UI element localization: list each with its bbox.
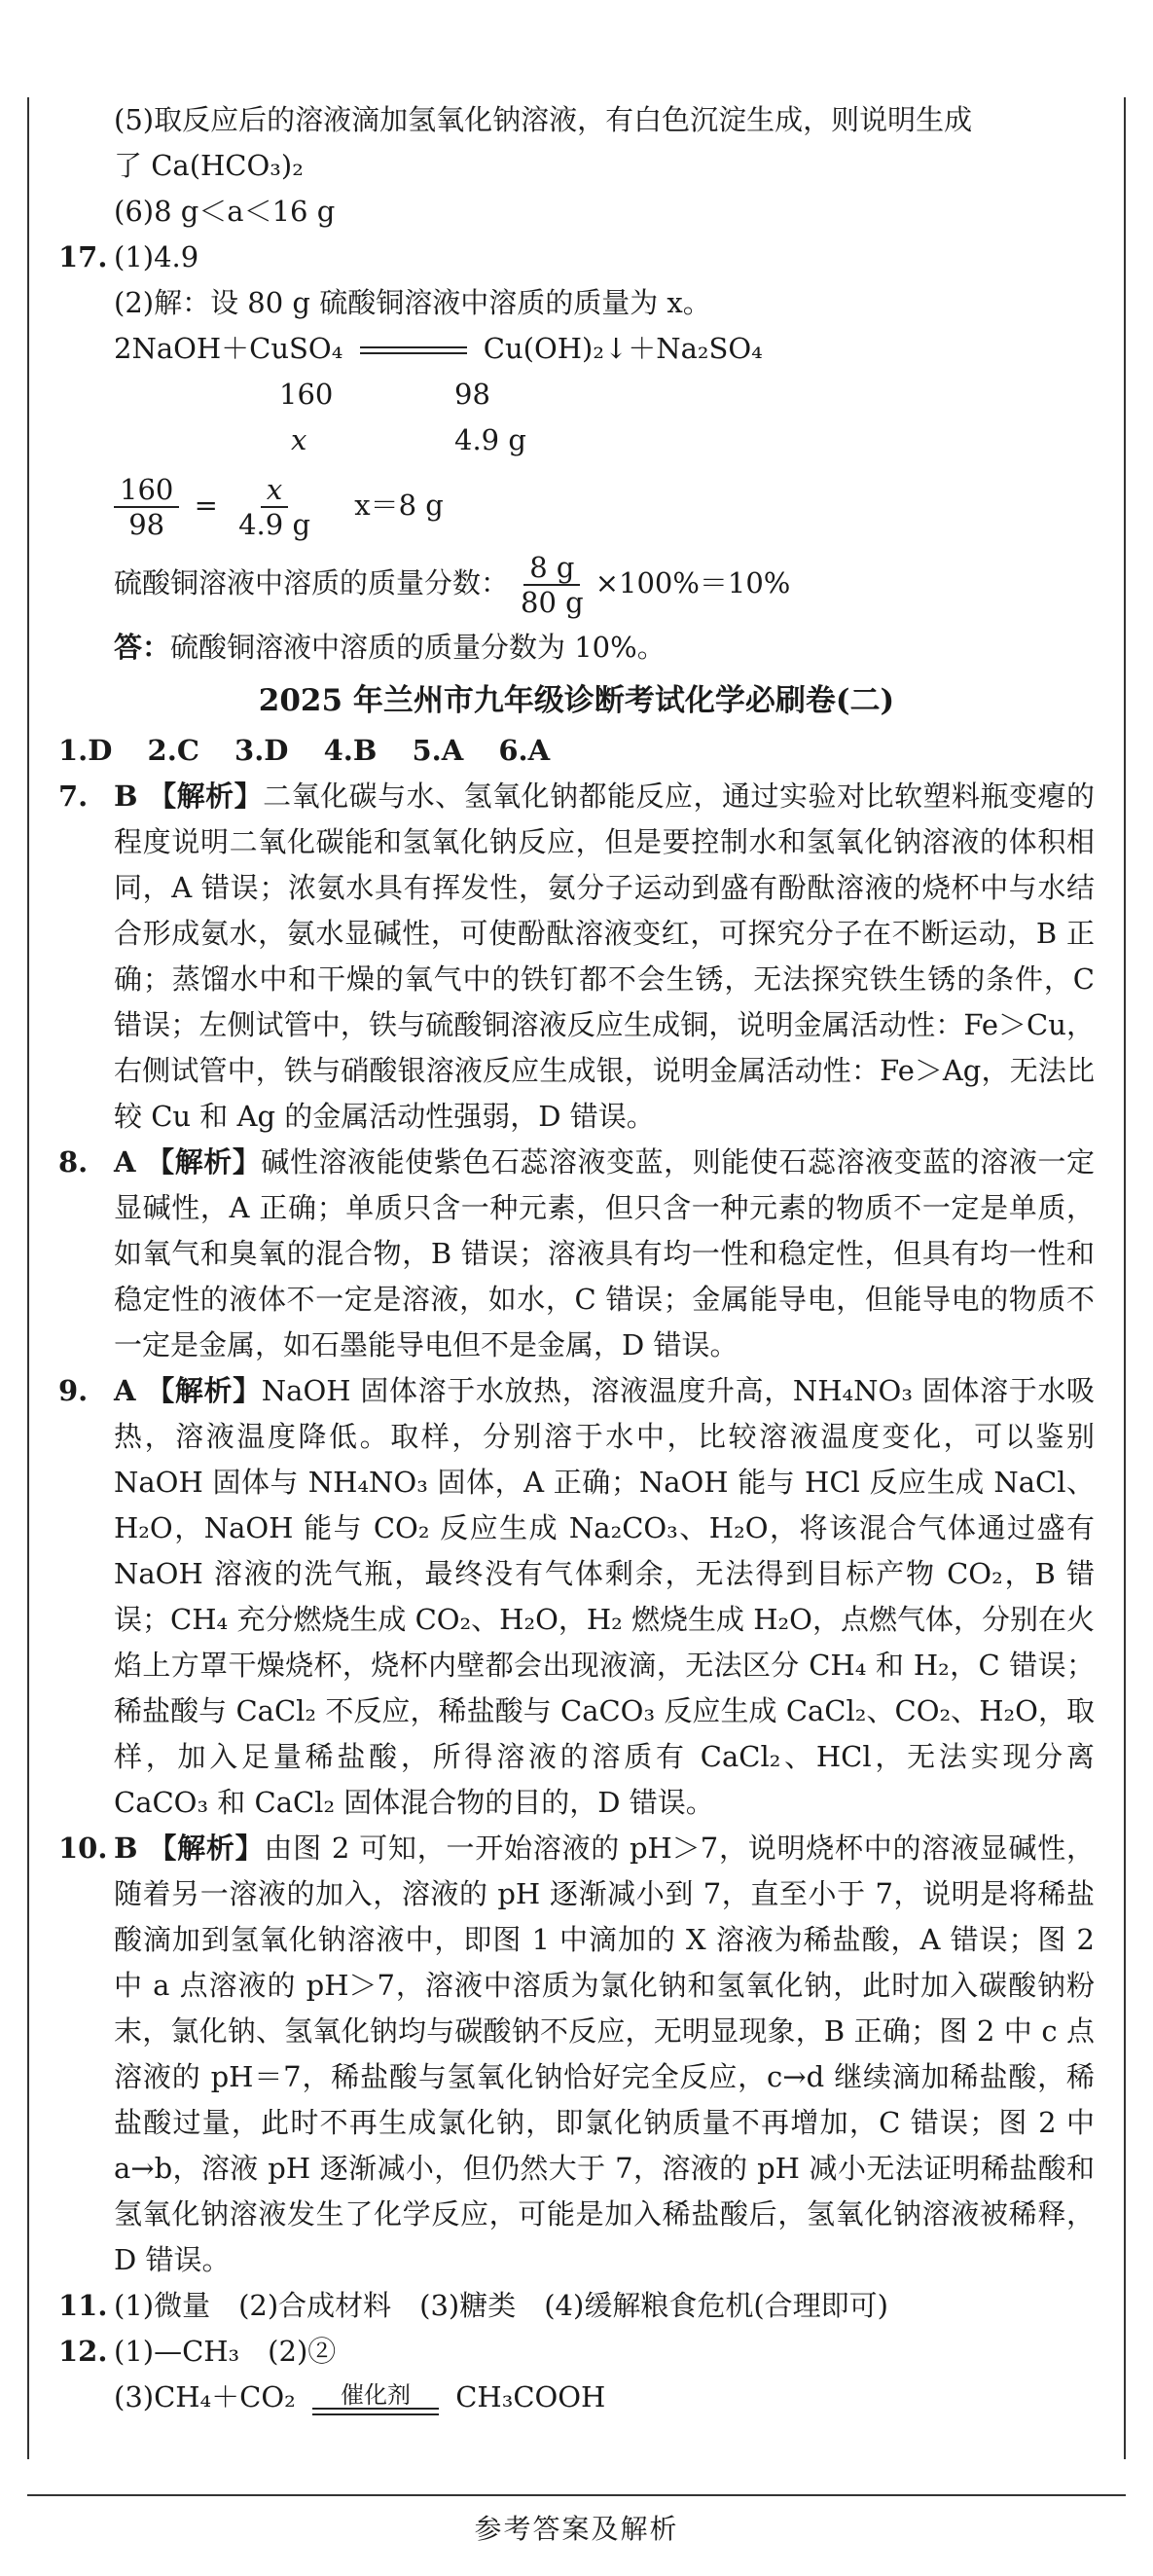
ratio-den-2: 4.9 g xyxy=(238,508,311,541)
left-border-rule xyxy=(27,97,29,2459)
equals-arrow xyxy=(360,346,467,354)
answer-prefix: 答： xyxy=(114,631,171,664)
ratio-den-1: 98 xyxy=(128,508,165,541)
q17-m2b: 4.9 g xyxy=(454,423,526,456)
q10-lead: B 【解析】 xyxy=(114,1832,265,1865)
answer-content xyxy=(58,97,1095,2420)
ratio-result: x＝8 g xyxy=(354,489,444,522)
q8-number: 8. xyxy=(58,1145,89,1179)
catalyst-arrow xyxy=(312,2382,439,2415)
mass-fraction xyxy=(515,551,590,619)
q17-number: 17. xyxy=(58,240,108,273)
mass-fraction-label: 硫酸铜溶液中溶质的质量分数： xyxy=(114,566,510,599)
right-border-rule xyxy=(1124,97,1126,2459)
answer-1: 1.D xyxy=(58,734,113,767)
q9-text: NaOH 固体溶于水放热，溶液温度升高，NH₄NO₃ 固体溶于水吸热，溶液温度降低。取样，分别溶于水中，比较溶液温度变化，可以鉴别 NaOH 固体与 NH₄NO₃ 固体，A 正确；NaOH 能与 HCl 反应生成 NaCl、H₂O，NaOH 能与 CO₂ 反应生成 Na₂CO₃、H₂O，将该混合气体通过盛有 NaOH 溶液的洗气瓶，最终没有气体剩余，无法得到目标产物 CO₂，B 错误；CH₄ 充分燃烧生成 CO₂、H₂O，H₂ 燃烧生成 H₂O，点燃气体，分别在火焰上方罩干燥烧杯，烧杯内壁都会出现液滴，无法区分 CH₄ 和 H₂，C 错误；稀盐酸与 CaCl₂ 不反应，稀盐酸与 CaCO₃ 反应生成 CaCl₂、CO₂、H₂O，取样，加入足量稀盐酸，所得溶液的溶质有 CaCl₂、HCl，无法实现分离 CaCO₃ 和 CaCl₂ 固体混合物的目的，D 错误。 xyxy=(114,1374,1095,1819)
answers-1-6 xyxy=(58,728,1095,774)
answer-2: 2.C xyxy=(147,734,199,767)
q12-eq-left: (3)CH₄＋CO₂ xyxy=(114,2380,296,2413)
q16-part5-line1: (5)取反应后的溶液滴加氢氧化钠溶液，有白色沉淀生成，则说明生成 xyxy=(114,103,973,136)
q17-part2: (2)解：设 80 g 硫酸铜溶液中溶质的质量为 x。 xyxy=(114,286,711,319)
q12-number: 12. xyxy=(58,2335,108,2368)
mass-fraction-num: 8 g xyxy=(523,551,580,586)
q10-text: 由图 2 可知，一开始溶液的 pH＞7，说明烧杯中的溶液显碱性，随着另一溶液的加入，溶液的 pH 逐渐减小到 7，直至小于 7，说明是将稀盐酸滴加到氢氧化钠溶液中，即图 1 中滴加的 X 溶液为稀盐酸，A 错误；图 2 中 a 点溶液的 pH＞7，溶液中溶质为氯化钠和氢氧化钠，此时加入碳酸钠粉末，氯化钠、氢氧化钠均与碳酸钠不反应，无明显现象，B 正确；图 2 中 c 点溶液的 pH＝7，稀盐酸与氢氧化钠恰好完全反应，c→d 继续滴加稀盐酸，稀盐酸过量，此时不再生成氯化钠，即氯化钠质量不再增加，C 错误；图 2 中 a→b，溶液 pH 逐渐减小，但仍然大于 7，溶液的 pH 减小无法证明稀盐酸和氢氧化钠溶液发生了化学反应，可能是加入稀盐酸后，氢氧化钠溶液被稀释，D 错误。 xyxy=(114,1832,1095,2276)
answer-text: 硫酸铜溶液中溶质的质量分数为 10%。 xyxy=(170,631,666,664)
ratio-equals: = xyxy=(194,489,218,522)
page-footer: 参考答案及解析 xyxy=(474,2513,679,2545)
q16-part6: (6)8 g＜a＜16 g xyxy=(114,195,336,228)
mass-fraction-result: ×100%＝10% xyxy=(595,566,791,599)
q17-mass-row2 xyxy=(58,417,1095,463)
q17-mass-row1 xyxy=(58,372,1095,417)
q12-eq-right: CH₃COOH xyxy=(455,2380,606,2413)
q9-lead: A 【解析】 xyxy=(114,1374,262,1407)
answer-4: 4.B xyxy=(323,734,378,767)
q7-text: 二氧化碳与水、氢氧化钠都能反应，通过实验对比软塑料瓶变瘪的程度说明二氧化碳能和氢氧化钠反应，但是要控制水和氢氧化钠溶液的体积相同，A 错误；浓氨水具有挥发性，氨分子运动到盛有酚酞溶液的烧杯中与水结合形成氨水，氨水显碱性，可使酚酞溶液变红，可探究分子在不断运动，B 正确；蒸馏水中和干燥的氧气中的铁钉都不会生锈，无法探究铁生锈的条件，C 错误；左侧试管中，铁与硫酸铜溶液反应生成铜，说明金属活动性：Fe＞Cu，右侧试管中，铁与硝酸银溶液反应生成银，说明金属活动性：Fe＞Ag，无法比较 Cu 和 Ag 的金属活动性强弱，D 错误。 xyxy=(114,780,1095,1133)
ratio-fraction-1 xyxy=(114,473,179,541)
q8-text: 碱性溶液能使紫色石蕊溶液变蓝，则能使石蕊溶液变蓝的溶液一定显碱性，A 正确；单质只含一种元素，但只含一种元素的物质不一定是单质，如氧气和臭氧的混合物，B 错误；溶液具有均一性和稳定性，但具有均一性和稳定性的液体不一定是溶液，如水，C 错误；金属能导电，但能导电的物质不一定是金属，如石墨能导电但不是金属，D 错误。 xyxy=(114,1145,1095,1361)
q9-number: 9. xyxy=(58,1374,89,1407)
q12-text: (1)—CH₃ (2)② xyxy=(114,2335,337,2368)
q17-m2a: x xyxy=(291,423,307,456)
answer-5: 5.A xyxy=(412,734,464,767)
q17-equation xyxy=(58,326,1095,372)
q17-m1a: 160 xyxy=(279,378,334,411)
q17-eq-right: Cu(OH)₂↓＋Na₂SO₄ xyxy=(483,332,763,365)
answer-3: 3.D xyxy=(234,734,289,767)
ratio-num-2: x xyxy=(261,473,288,508)
q17-part1: (1)4.9 xyxy=(114,240,199,273)
question-7 xyxy=(58,774,1095,1140)
q8-lead: A 【解析】 xyxy=(114,1145,262,1179)
q12-part3 xyxy=(58,2375,1095,2420)
answer-6: 6.A xyxy=(498,734,551,767)
question-12 xyxy=(58,2329,1095,2375)
q17-ratio xyxy=(58,473,1095,541)
q17-m1b: 98 xyxy=(454,378,490,411)
question-11 xyxy=(58,2283,1095,2329)
catalyst-label: 催化剂 xyxy=(341,2381,411,2409)
q10-number: 10. xyxy=(58,1832,108,1865)
q11-number: 11. xyxy=(58,2289,108,2322)
question-10 xyxy=(58,1826,1095,2283)
q17-answer xyxy=(58,625,1095,671)
footer-rule xyxy=(27,2494,1126,2496)
q11-text: (1)微量 (2)合成材料 (3)糖类 (4)缓解粮食危机(合理即可) xyxy=(114,2289,888,2322)
question-9 xyxy=(58,1368,1095,1826)
q16-part5-line2: 了 Ca(HCO₃)₂ xyxy=(114,149,304,182)
q17-mass-fraction xyxy=(58,551,1095,619)
section-title: 2025 年兰州市九年级诊断考试化学必刷卷(二) xyxy=(258,683,895,718)
question-8 xyxy=(58,1140,1095,1368)
q17-eq-left: 2NaOH＋CuSO₄ xyxy=(114,332,343,365)
ratio-fraction-2 xyxy=(233,473,316,541)
question-17 xyxy=(58,235,1095,326)
q7-lead: B 【解析】 xyxy=(114,780,264,813)
ratio-num-1: 160 xyxy=(114,473,179,508)
q7-number: 7. xyxy=(58,780,89,813)
mass-fraction-den: 80 g xyxy=(521,586,584,619)
